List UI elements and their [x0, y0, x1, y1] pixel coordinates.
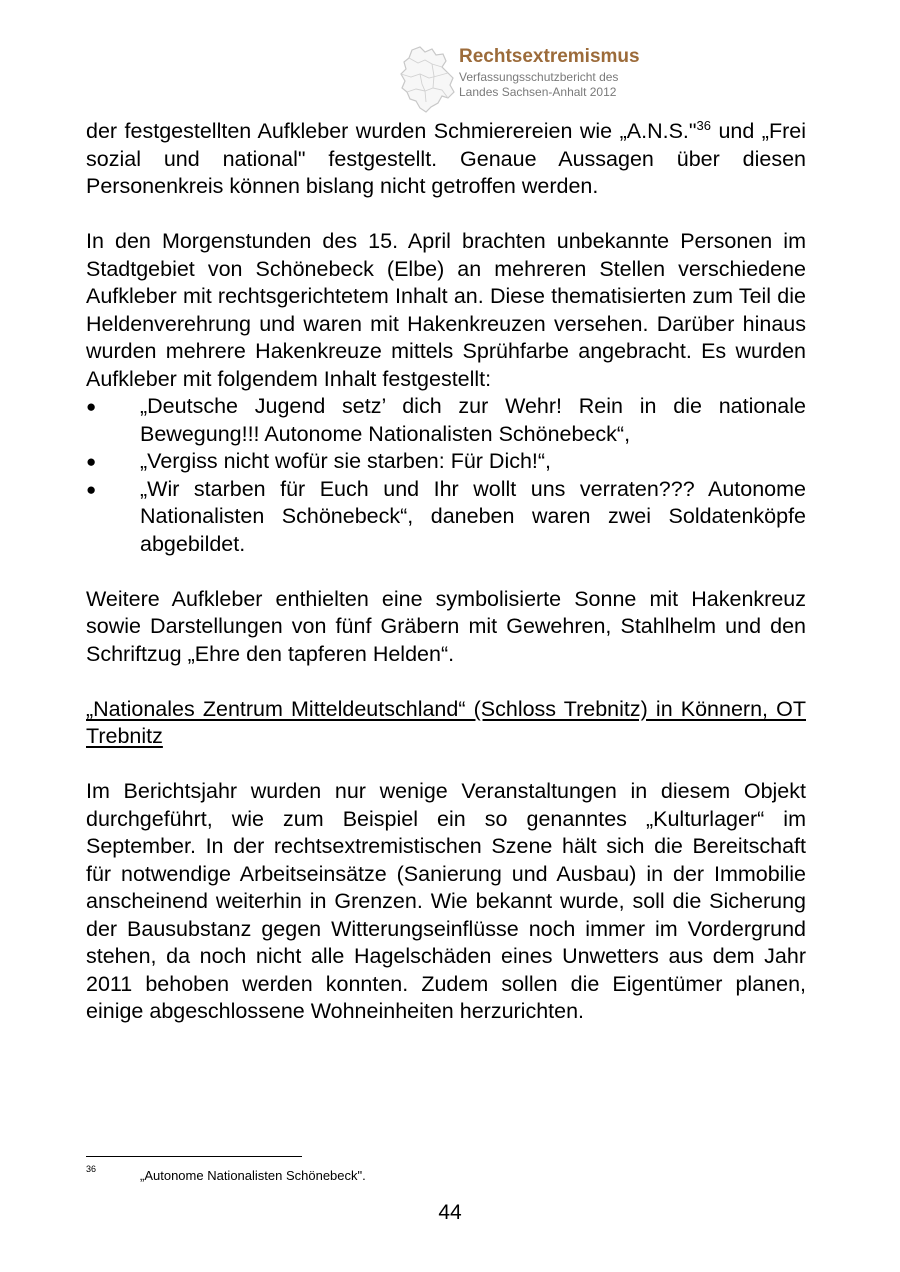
footnote-reference[interactable]: 36	[696, 118, 711, 133]
bullet-icon: ●	[86, 479, 97, 499]
page-body	[86, 118, 806, 1026]
footnote-number: 36	[86, 1164, 97, 1174]
saxony-anhalt-map-icon	[398, 44, 458, 114]
footnote-divider	[86, 1156, 302, 1157]
header-subtitle-line2: Landes Sachsen-Anhalt 2012	[459, 85, 617, 99]
paragraph-2: In den Morgenstunden des 15. April brachten unbekannte Personen im Stadtgebiet von Schönebeck (Elbe) an mehreren Stellen verschiedene Aufkleber mit rechtsgerichtetem Inhalt an. Diese thematisierten zum Teil die Heldenverehrung und waren mit Hakenkreuzen versehen. Darüber hinaus wurden mehrere Hakenkreuze mittels Sprühfarbe angebracht. Es wurden Aufkleber mit folgendem Inhalt festgestellt:	[86, 229, 806, 391]
bullet-icon: ●	[86, 452, 97, 471]
paragraph-4: Im Berichtsjahr wurden nur wenige Veranstaltungen in diesem Objekt durchgeführt, wie zum Beispiel ein so genanntes „Kulturlager“ im September. In der rechtsextremistischen Szene hält sich die Bereitschaft für notwendige Arbeitseinsätze (Sanierung und Ausbau) in der Immobilie anscheinend weiterhin in Grenzen. Wie bekannt wurde, soll die Sicherung der Bausubstanz gegen Witterungseinflüsse noch immer im Vordergrund stehen, da noch nicht alle Hagelschäden eines Unwetters aus dem Jahr 2011 behoben werden konnten. Zudem sollen die Eigentümer planen, einige abgeschlossene Wohneinheiten herzurichten.	[86, 779, 806, 1023]
paragraph-1-rest: und „Frei sozial und national" festgestellt. Genaue Aussagen über diesen Personenkreis können bislang nicht getroffen werden.	[86, 119, 806, 198]
footnote-text: „Autonome Nationalisten Schönebeck".	[140, 1168, 366, 1183]
list-item	[86, 448, 806, 476]
list-item	[86, 393, 806, 448]
paragraph-1-start: der festgestellten Aufkleber wurden Schmierereien wie „A.N.S."	[86, 119, 697, 143]
list-item-text: „Wir starben für Euch und Ihr wollt uns verraten??? Autonome Nationalisten Schönebeck“, daneben waren zwei Soldatenköpfe abgebildet.	[140, 476, 806, 556]
section-heading: „Nationales Zentrum Mitteldeutschland“ (Schloss Trebnitz) in Könnern, OT Trebnitz	[86, 696, 806, 748]
paragraph-1	[86, 118, 806, 201]
page-header	[398, 44, 718, 116]
header-title: Rechtsextremismus	[459, 46, 640, 67]
page-number: 44	[438, 1201, 462, 1224]
list-item	[86, 476, 806, 559]
header-subtitle-line1: Verfassungsschutzbericht des	[459, 70, 619, 84]
paragraph-3: Weitere Aufkleber enthielten eine symbolisierte Sonne mit Hakenkreuz sowie Darstellungen von fünf Gräbern mit Gewehren, Stahlhelm und den Schriftzug „Ehre den tapferen Helden“.	[86, 586, 806, 666]
bullet-icon: ●	[86, 397, 97, 416]
list-item-text: „Deutsche Jugend setz’ dich zur Wehr! Rein in die nationale Bewegung!!! Autonome Nationalisten Schönebeck“,	[140, 394, 806, 446]
sticker-list	[86, 393, 806, 558]
list-item-text: „Vergiss nicht wofür sie starben: Für Dich!“,	[140, 449, 552, 473]
